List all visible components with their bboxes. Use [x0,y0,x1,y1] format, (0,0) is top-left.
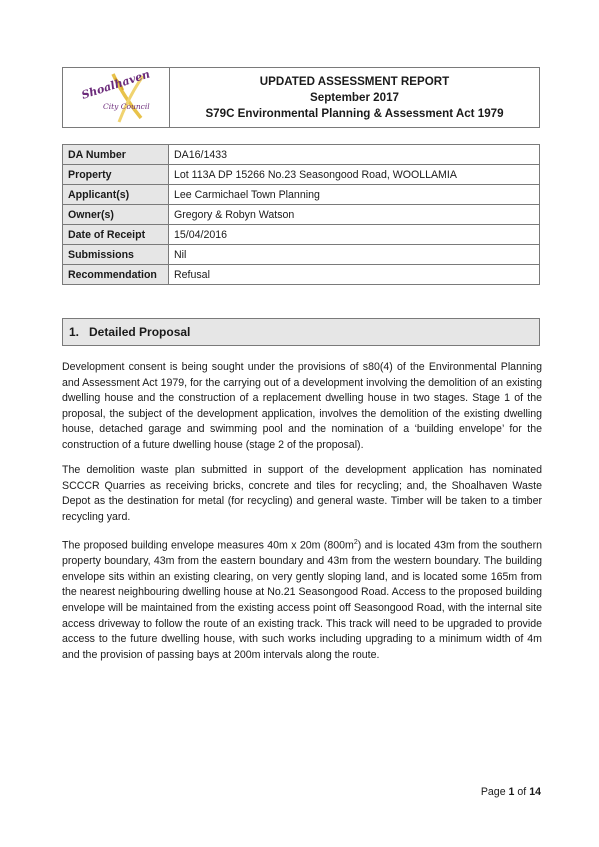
report-date: September 2017 [310,90,399,104]
row-label: Owner(s) [63,205,169,225]
table-row [63,205,540,225]
page-number [481,786,541,798]
row-value: Refusal [169,265,540,285]
logo-cell [63,68,170,127]
row-value: Gregory & Robyn Watson [169,205,540,225]
report-header [62,67,540,128]
paragraph-proposal: Development consent is being sought under the provisions of s80(4) of the Environmental Planning and Assessment Act 1979, for the carrying out of a development involving the demolition of an existing dwelling house and the construction of a replacement dwelling house in two stages. Stage 1 of the proposal, the subject of the development application, involves the demolition of the existing dwelling house, detached garage and swimming pool and the nomination of a ‘building envelope’ for the construction of a future dwelling house (stage 2 of the proposal). [62,361,542,451]
row-label: Submissions [63,245,169,265]
application-details-table [62,144,540,285]
table-row [63,265,540,285]
table-row [63,245,540,265]
row-label: Recommendation [63,265,169,285]
row-value: Lee Carmichael Town Planning [169,185,540,205]
row-label: DA Number [63,145,169,165]
section-heading [62,318,540,346]
section-title: Detailed Proposal [89,325,191,339]
table-row [63,145,540,165]
svg-text:Shoalhaven: Shoalhaven [79,68,152,102]
row-value: Lot 113A DP 15266 No.23 Seasongood Road, WOOLLAMIA [169,165,540,185]
report-title-block [170,68,539,127]
paragraph-demolition-waste: The demolition waste plan submitted in support of the development application has nominated SCCCR Quarries as receiving bricks, concrete and tiles for recycling; and, the Shoalhaven Waste Depot as the destination for metal (for recycling) and general waste. Timber will be taken to a timber recycling yard. [62,464,542,523]
superscript: 2 [353,539,358,546]
text-segment: ) and is located 43m from the southern property boundary, 43m from the eastern boundary and 43m from the western boundary. The building envelope sits within an existing clearing, on very gently sloping land, and is located some 165m from the nearest neighbouring dwelling house at No.21 Seasongood Road. Access to the proposed building envelope will be maintained from the existing access point off Seasongood Road, with the internal site access driveway to follow the route of an existing track. This track will need to be upgraded to provide access to the future dwelling house, with such works including upgrading to a minimum width of 4m and the provision of passing bays at 200m intervals along the route. [62,539,542,661]
table-row [63,165,540,185]
report-act: S79C Environmental Planning & Assessment Act 1979 [205,106,504,120]
row-value: 15/04/2016 [169,225,540,245]
total-pages: 14 [529,786,541,798]
paragraph-building-envelope [62,535,542,663]
current-page: 1 [508,786,515,798]
table-row [63,185,540,205]
row-label: Property [63,165,169,185]
table-row [63,225,540,245]
row-value: DA16/1433 [169,145,540,165]
svg-text:City Council: City Council [103,102,150,111]
row-value: Nil [169,245,540,265]
text-segment: The proposed building envelope measures 40m x 20m (800m [62,539,354,552]
of-word: of [517,786,527,798]
row-label: Date of Receipt [63,225,169,245]
report-title: UPDATED ASSESSMENT REPORT [259,74,450,88]
page-word: Page [480,786,506,798]
section-number: 1. [69,325,80,339]
shoalhaven-logo [63,68,167,127]
row-label: Applicant(s) [63,185,169,205]
